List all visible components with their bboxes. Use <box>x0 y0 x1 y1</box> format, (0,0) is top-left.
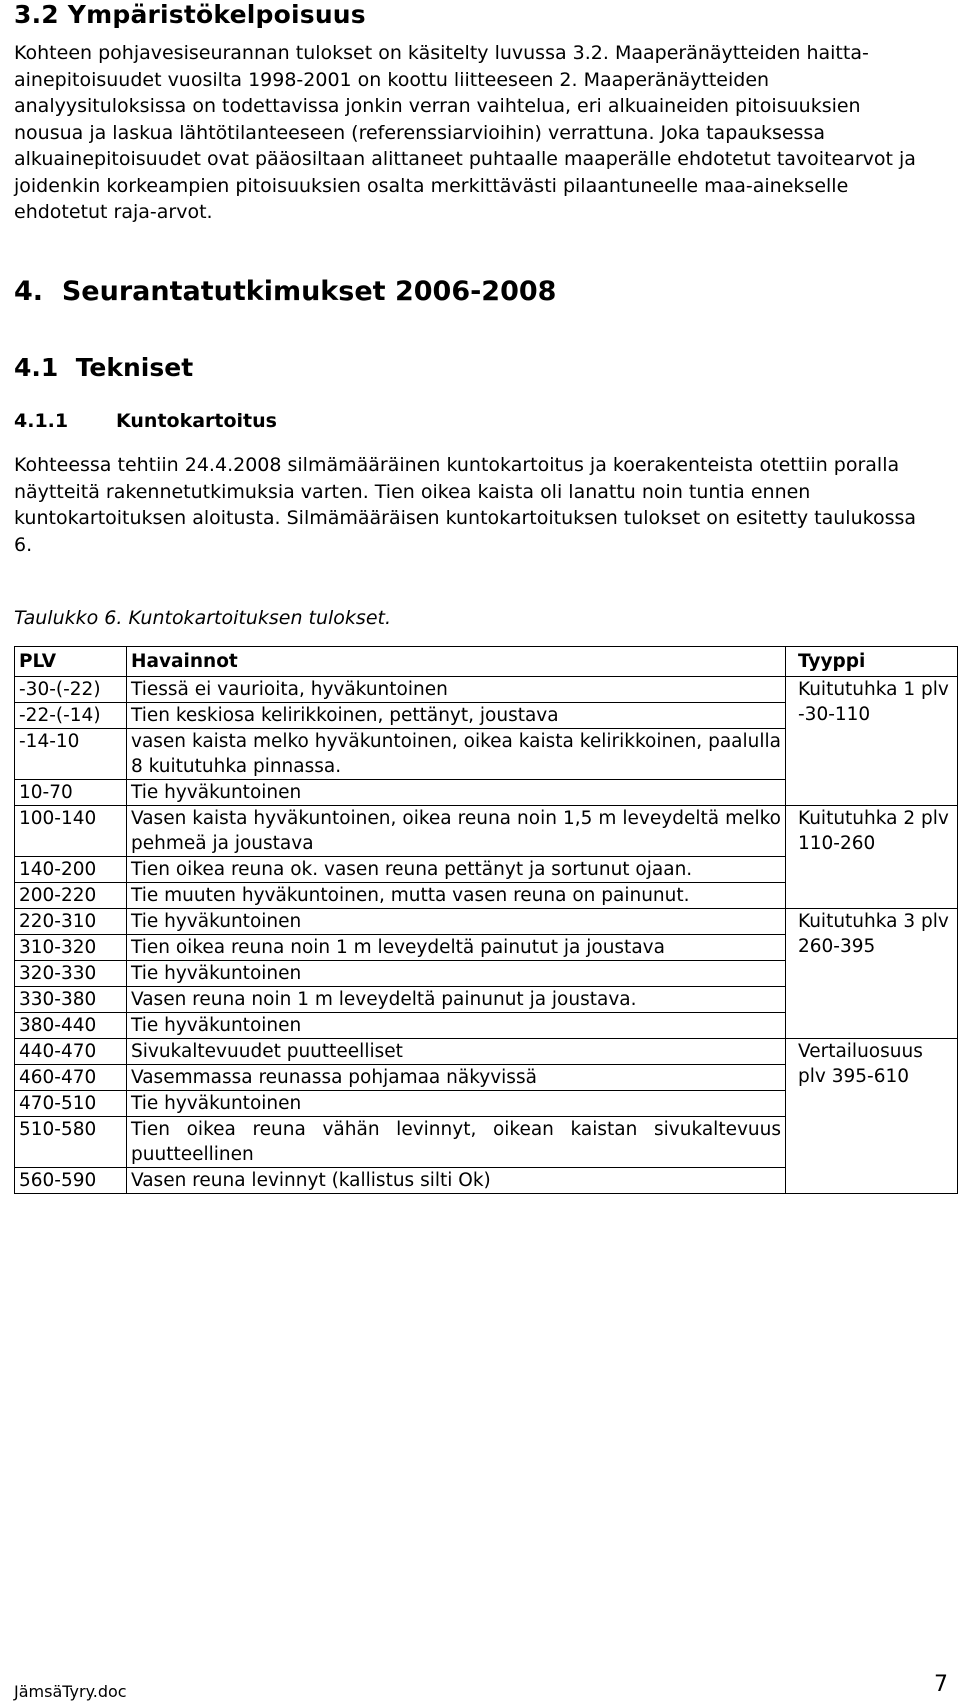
cell-havainnot: Tie hyväkuntoinen <box>127 909 786 935</box>
cell-plv: 560-590 <box>15 1168 127 1194</box>
cell-plv: 470-510 <box>15 1091 127 1117</box>
cell-havainnot: Sivukaltevuudet puutteelliset <box>127 1039 786 1065</box>
cell-plv: 440-470 <box>15 1039 127 1065</box>
cell-plv: 220-310 <box>15 909 127 935</box>
cell-havainnot: Tie hyväkuntoinen <box>127 1091 786 1117</box>
cell-plv: 380-440 <box>15 1013 127 1039</box>
header-plv: PLV <box>15 647 127 677</box>
results-table <box>14 646 958 1194</box>
cell-plv: 460-470 <box>15 1065 127 1091</box>
cell-tyyppi: Kuitutuhka 1 plv -30-110 <box>786 677 958 806</box>
cell-plv: 100-140 <box>15 806 127 857</box>
subsubsection-paragraph: Kohteessa tehtiin 24.4.2008 silmämääräinen kuntokartoitus ja koerakenteista otettiin poralla näytteitä rakennetutkimuksia varten. Tien oikea kaista oli lanattu noin tuntia ennen kuntokartoituksen aloitusta. Silmämääräisen kuntokartoituksen tulokset on esitetty taulukossa 6. <box>14 454 917 556</box>
cell-havainnot: Tie hyväkuntoinen <box>127 780 786 806</box>
table-caption: Taulukko 6. Kuntokartoituksen tulokset. <box>14 607 392 629</box>
cell-plv: -22-(-14) <box>15 703 127 729</box>
cell-plv: 330-380 <box>15 987 127 1013</box>
cell-havainnot: Vasemmassa reunassa pohjamaa näkyvissä <box>127 1065 786 1091</box>
table-body <box>15 677 958 1194</box>
subsection-title: 4.1 Tekniset <box>14 353 194 382</box>
chapter-title: 4. Seurantatutkimukset 2006-2008 <box>14 276 557 307</box>
table-row <box>15 1039 958 1065</box>
cell-plv: 10-70 <box>15 780 127 806</box>
cell-havainnot: Tien oikea reuna noin 1 m leveydeltä painutut ja joustava <box>127 935 786 961</box>
cell-plv: 320-330 <box>15 961 127 987</box>
cell-tyyppi: Kuitutuhka 3 plv 260-395 <box>786 909 958 1039</box>
cell-havainnot: Tie hyväkuntoinen <box>127 961 786 987</box>
cell-havainnot: Vasen reuna noin 1 m leveydeltä painunut ja joustava. <box>127 987 786 1013</box>
cell-havainnot: Vasen reuna levinnyt (kallistus silti Ok) <box>127 1168 786 1194</box>
cell-tyyppi: Vertailuosuus plv 395-610 <box>786 1039 958 1194</box>
subsubsection-title: Kuntokartoitus <box>116 410 277 432</box>
cell-havainnot: Tien oikea reuna ok. vasen reuna pettänyt ja sortunut ojaan. <box>127 857 786 883</box>
header-havainnot: Havainnot <box>127 647 786 677</box>
cell-havainnot: vasen kaista melko hyväkuntoinen, oikea kaista kelirikkoinen, paalulla 8 kuitutuhka pinnassa. <box>127 729 786 780</box>
section-paragraph: Kohteen pohjavesiseurannan tulokset on käsitelty luvussa 3.2. Maaperänäytteiden haitta-ainepitoisuudet vuosilta 1998-2001 on koottu liitteeseen 2. Maaperänäytteiden analyysituloksissa on todettavissa jonkin verran vaihtelua, eri alkuaineiden pitoisuuksien nousua ja laskua lähtötilanteeseen (referenssiarvioihin) verrattuna. Joka tapauksessa alkuainepitoisuudet ovat pääosiltaan alittaneet puhtaalle maaperälle ehdotetut tavoitearvot ja joidenkin korkeampien pitoisuuksien osalta merkittävästi pilaantuneelle maa-ainekselle ehdotetut raja-arvot. <box>14 42 916 223</box>
footer-filename: JämsäTyry.doc <box>14 1682 127 1701</box>
cell-havainnot: Tien oikea reuna vähän levinnyt, oikean kaistan sivukaltevuus puutteellinen <box>127 1117 786 1168</box>
cell-plv: -14-10 <box>15 729 127 780</box>
cell-havainnot: Tiessä ei vaurioita, hyväkuntoinen <box>127 677 786 703</box>
cell-plv: 200-220 <box>15 883 127 909</box>
cell-havainnot: Tie muuten hyväkuntoinen, mutta vasen reuna on painunut. <box>127 883 786 909</box>
table-row <box>15 909 958 935</box>
section-title: 3.2 Ympäristökelpoisuus <box>14 0 366 29</box>
cell-plv: 140-200 <box>15 857 127 883</box>
cell-havainnot: Vasen kaista hyväkuntoinen, oikea reuna noin 1,5 m leveydeltä melko pehmeä ja joustava <box>127 806 786 857</box>
subsubsection-number: 4.1.1 <box>14 410 69 432</box>
table-header-row <box>15 647 958 677</box>
table-row <box>15 677 958 703</box>
cell-plv: 510-580 <box>15 1117 127 1168</box>
cell-havainnot: Tie hyväkuntoinen <box>127 1013 786 1039</box>
cell-plv: -30-(-22) <box>15 677 127 703</box>
footer-page-number: 7 <box>934 1672 948 1697</box>
cell-havainnot: Tien keskiosa kelirikkoinen, pettänyt, joustava <box>127 703 786 729</box>
header-tyyppi: Tyyppi <box>786 647 958 677</box>
table-row <box>15 806 958 857</box>
cell-plv: 310-320 <box>15 935 127 961</box>
cell-tyyppi: Kuitutuhka 2 plv 110-260 <box>786 806 958 909</box>
subsubsection-heading <box>14 410 277 432</box>
